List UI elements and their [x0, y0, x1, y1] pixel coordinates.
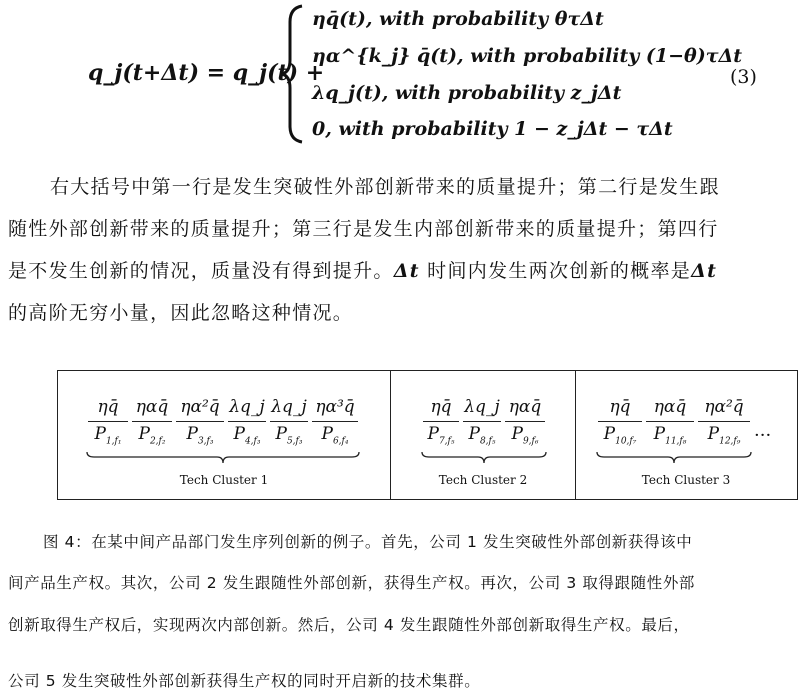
equation-case-4: 0, with probability 1 − z_jΔt − τΔt	[312, 118, 673, 140]
denominator-subscript: 11,f₈	[665, 436, 687, 447]
denominator-symbol: P	[275, 424, 287, 444]
term-denominator	[268, 422, 310, 453]
tech-cluster-figure	[57, 370, 798, 500]
term-denominator	[174, 422, 226, 453]
equation-number: (3)	[730, 66, 757, 88]
cluster-1-term	[226, 395, 268, 453]
term-numerator: ηα³q̄	[315, 397, 355, 417]
equation-case-1: ηq̄(t), with probability θτΔt	[312, 8, 604, 30]
denominator-subscript: 5,f₃	[286, 436, 303, 447]
underbrace-icon	[86, 451, 360, 465]
term-numerator: ηα²q̄	[704, 397, 744, 417]
term-numerator: ηq̄	[97, 397, 119, 417]
denominator-symbol: P	[707, 424, 720, 444]
term-numerator: ηαq̄	[508, 397, 542, 417]
term-numerator: ηα²q̄	[180, 397, 220, 417]
tech-cluster-label: Tech Cluster 3	[641, 473, 731, 487]
tech-cluster-label: Tech Cluster 1	[179, 473, 269, 487]
denominator-subscript: 1,f₁	[105, 436, 122, 447]
equation-lhs-text: q_j(t+Δt) = q_j(t) +	[88, 60, 325, 86]
term-denominator	[503, 422, 547, 453]
denominator-subscript: 3,f₃	[197, 436, 214, 447]
denominator-subscript: 9,f₆	[522, 436, 539, 447]
paragraph-line-3-text-b: 时间内发生两次创新的概率是	[419, 260, 692, 282]
cluster-3-term	[596, 395, 644, 453]
caption-line-3: 创新取得生产权后，实现两次内部创新。然后，公司 4 发生跟随性外部创新取得生产权。最后，	[8, 616, 690, 634]
term-numerator: λq_j	[464, 397, 500, 417]
denominator-subscript: 8,f₅	[479, 436, 496, 447]
term-denominator	[461, 422, 503, 453]
denominator-subscript: 10,f₇	[615, 436, 637, 447]
underbrace-icon	[596, 451, 752, 465]
cluster-3-term	[696, 395, 752, 453]
caption-line-4: 公司 5 发生突破性外部创新获得生产权的同时开启新的技术集群。	[8, 672, 481, 690]
ellipsis: ···	[754, 425, 772, 446]
cluster-1-term	[310, 395, 360, 453]
term-numerator: ηq̄	[609, 397, 631, 417]
delta-t-symbol: Δt	[691, 260, 718, 282]
denominator-subscript: 12,f₉	[719, 436, 741, 447]
paragraph-line-4: 的高阶无穷小量，因此忽略这种情况。	[8, 302, 354, 324]
tech-cluster-label: Tech Cluster 2	[438, 473, 528, 487]
term-numerator: λq_j	[229, 397, 265, 417]
term-numerator: ηq̄	[430, 397, 452, 417]
denominator-symbol: P	[138, 424, 150, 444]
left-brace-icon	[280, 4, 306, 144]
tech-cluster-panel-1	[58, 371, 391, 499]
tech-cluster-panel-3	[576, 371, 796, 499]
denominator-symbol: P	[603, 424, 616, 444]
denominator-symbol: P	[233, 424, 245, 444]
equation-3	[0, 0, 809, 150]
term-denominator	[86, 422, 130, 453]
equation-case-2: ηα^{k_j} q̄(t), with probability (1−θ)τΔt	[312, 45, 743, 67]
tech-cluster-panel-2	[391, 371, 576, 499]
underbrace-icon	[421, 451, 547, 465]
term-numerator: λq_j	[271, 397, 307, 417]
denominator-symbol: P	[427, 424, 439, 444]
term-numerator: ηαq̄	[135, 397, 169, 417]
paragraph-line-3	[8, 256, 717, 283]
cluster-2-term	[503, 395, 547, 453]
denominator-subscript: 7,f₅	[438, 436, 455, 447]
cluster-2-term	[421, 395, 461, 453]
term-denominator	[596, 422, 644, 453]
paragraph-line-1: 右大括号中第一行是发生突破性外部创新带来的质量提升；第二行是发生跟	[50, 176, 720, 198]
term-denominator	[644, 422, 696, 453]
term-denominator	[226, 422, 268, 453]
denominator-subscript: 4,f₃	[244, 436, 261, 447]
denominator-subscript: 2,f₂	[149, 436, 166, 447]
denominator-symbol: P	[186, 424, 198, 444]
term-denominator	[696, 422, 752, 453]
caption-line-1: 图 4：在某中间产品部门发生序列创新的例子。首先，公司 1 发生突破性外部创新获得该中	[43, 533, 693, 551]
equation-case-3: λq_j(t), with probability z_jΔt	[312, 82, 622, 104]
denominator-subscript: 6,f₄	[332, 436, 349, 447]
cluster-1-term	[86, 395, 130, 453]
denominator-symbol: P	[511, 424, 523, 444]
denominator-symbol: P	[321, 424, 333, 444]
term-numerator: ηαq̄	[653, 397, 687, 417]
paragraph-line-3-text-a: 是不发生创新的情况，质量没有得到提升。	[8, 260, 394, 282]
cluster-1-term	[174, 395, 226, 453]
term-denominator	[310, 422, 360, 453]
cluster-2-term	[461, 395, 503, 453]
cluster-1-term	[130, 395, 174, 453]
term-denominator	[130, 422, 174, 453]
paragraph-line-2: 随性外部创新带来的质量提升；第三行是发生内部创新带来的质量提升；第四行	[8, 218, 719, 240]
cluster-1-term	[268, 395, 310, 453]
caption-line-2: 间产品生产权。其次，公司 2 发生跟随性外部创新，获得生产权。再次，公司 3 取得跟随性外部	[8, 574, 696, 592]
denominator-symbol: P	[94, 424, 106, 444]
delta-t-symbol: Δt	[393, 260, 420, 282]
denominator-symbol: P	[468, 424, 480, 444]
cluster-3-term	[644, 395, 696, 453]
term-denominator	[421, 422, 461, 453]
denominator-symbol: P	[653, 424, 666, 444]
